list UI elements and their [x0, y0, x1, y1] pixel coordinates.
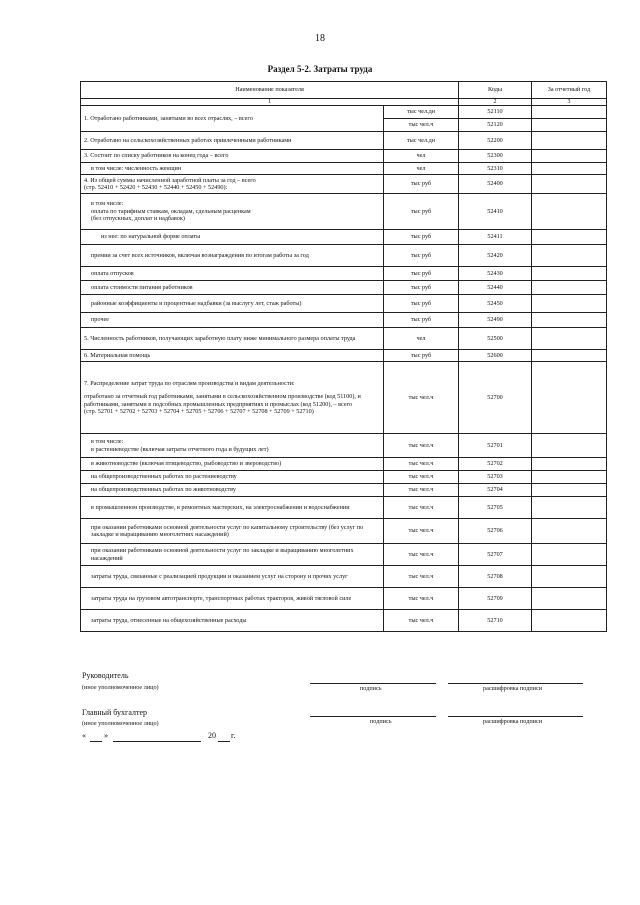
row-value-cell[interactable] — [532, 230, 607, 245]
row-value-cell[interactable] — [532, 434, 607, 458]
row-unit: тыс руб — [384, 245, 459, 267]
head-sign-label: подпись — [360, 685, 382, 692]
row-unit: тыс руб — [384, 230, 459, 245]
chief-decode-line[interactable] — [448, 716, 583, 717]
row-code: 52703 — [459, 471, 532, 484]
row-value-cell[interactable] — [532, 350, 607, 362]
chief-sign-label: подпись — [370, 718, 392, 725]
row-label: затраты труда на грузовом автотранспорте, транспортных работах тракторов, живой тягловой силе — [81, 588, 384, 610]
row-unit: тыс руб — [384, 313, 459, 328]
row-unit: тыс руб — [384, 281, 459, 295]
row-code: 52704 — [459, 484, 532, 497]
table-row — [81, 471, 607, 484]
row-label-line: 4. Из общей суммы начисленной заработной платы за год – всего — [84, 176, 256, 184]
row-value-cell[interactable] — [532, 328, 607, 350]
table-row — [81, 544, 607, 566]
row-value-cell[interactable] — [532, 119, 607, 132]
row-unit: тыс чел.дн — [384, 106, 459, 119]
row-unit: тыс чел.ч — [384, 471, 459, 484]
date-year-field[interactable] — [218, 741, 230, 742]
row-label-line: в том числе: — [91, 438, 124, 446]
row-value-cell[interactable] — [532, 313, 607, 328]
row-unit: тыс чел.ч — [384, 566, 459, 588]
head-decode-line[interactable] — [448, 683, 583, 684]
row-value-cell[interactable] — [532, 267, 607, 281]
row-unit: тыс чел.ч — [384, 434, 459, 458]
row-unit: чел — [384, 328, 459, 350]
row-unit: тыс чел.дн — [384, 132, 459, 150]
row-label-line: 7. Распределение затрат труда по отраслям производства и видам деятельности: — [84, 379, 295, 387]
col-number-2: 2 — [459, 99, 532, 106]
table-row — [81, 245, 607, 267]
chief-decode-label: расшифровка подписи — [483, 718, 543, 725]
row-label-line: (стр. 52410 + 52420 + 52430 + 52440 + 52450 + 52490): — [84, 184, 228, 191]
table-row — [81, 194, 607, 230]
row-label: оплата отпусков — [81, 267, 384, 281]
row-unit: тыс чел.ч — [384, 362, 459, 434]
row-label: при оказании работниками основной деятельности услуг по капитальному строительству (без услуг по закладке и выращиванию многолетних насаждений) — [81, 519, 384, 544]
row-value-cell[interactable] — [532, 610, 607, 632]
row-value-cell[interactable] — [532, 566, 607, 588]
row-unit: тыс чел.ч — [384, 588, 459, 610]
table-row — [81, 163, 607, 175]
table-row — [81, 106, 607, 119]
table-row — [81, 434, 607, 458]
row-code: 52500 — [459, 328, 532, 350]
row-code: 52120 — [459, 119, 532, 132]
row-unit: тыс руб — [384, 194, 459, 230]
row-code: 52411 — [459, 230, 532, 245]
row-label-line: оплата по тарифным ставкам, окладам, сдельным расценкам — [91, 207, 251, 215]
row-code: 52600 — [459, 350, 532, 362]
table-row — [81, 230, 607, 245]
row-label — [81, 175, 384, 194]
row-code: 52706 — [459, 519, 532, 544]
row-code: 52200 — [459, 132, 532, 150]
chief-accountant-title: Главный бухгалтер — [82, 708, 147, 717]
table-row — [81, 458, 607, 471]
date-year-suffix: г. — [231, 731, 236, 740]
row-label: прочее — [81, 313, 384, 328]
row-unit: тыс чел.ч — [384, 484, 459, 497]
row-value-cell[interactable] — [532, 497, 607, 519]
row-label-line: отработано за отчетный год работниками, занятыми в сельскохозяйственном производстве (код 51100), и работниками, занятыми в подсобных промышленных предприятиях и промыслах (код 51200), – всего — [84, 393, 361, 408]
row-label-line: (без отпускных, доплат и надбавок) — [91, 215, 185, 223]
table-row — [81, 313, 607, 328]
row-code: 52709 — [459, 588, 532, 610]
row-code: 52708 — [459, 566, 532, 588]
row-label: 6. Материальная помощь — [81, 350, 384, 362]
date-close-quote: » — [104, 731, 108, 740]
row-unit: тыс чел.ч — [384, 544, 459, 566]
table-row — [81, 328, 607, 350]
row-code: 52400 — [459, 175, 532, 194]
table-row — [81, 295, 607, 313]
row-label: при оказании работниками основной деятельности услуг по закладке и выращиванию многолетних насаждений — [81, 544, 384, 566]
row-code: 52410 — [459, 194, 532, 230]
row-unit: тыс руб — [384, 267, 459, 281]
row-code: 52700 — [459, 362, 532, 434]
labor-costs-table — [80, 81, 607, 632]
row-label — [81, 362, 384, 434]
row-label — [81, 194, 384, 230]
table-row — [81, 610, 607, 632]
date-month-field[interactable] — [113, 741, 201, 742]
head-subtitle: (иное уполномоченное лицо) — [82, 684, 159, 691]
row-code: 52702 — [459, 458, 532, 471]
row-code: 52450 — [459, 295, 532, 313]
row-label: из нее: по натуральной форме оплаты — [81, 230, 384, 245]
row-unit: тыс чел.ч — [384, 458, 459, 471]
table-row — [81, 588, 607, 610]
table-row — [81, 281, 607, 295]
row-value-cell[interactable] — [532, 150, 607, 163]
table-row — [81, 132, 607, 150]
table-row — [81, 267, 607, 281]
row-value-cell[interactable] — [532, 519, 607, 544]
row-label: на общепроизводственных работах по растениеводству — [81, 471, 384, 484]
table-row — [81, 484, 607, 497]
row-label: затраты труда, связанные с реализацией продукции и оказанием услуг на сторону и прочих услуг — [81, 566, 384, 588]
row-code: 52710 — [459, 610, 532, 632]
date-open-quote: « — [82, 731, 86, 740]
row-value-cell[interactable] — [532, 175, 607, 194]
row-unit: тыс чел.ч — [384, 497, 459, 519]
row-label: в том числе: численность женщин — [81, 163, 384, 175]
row-unit: тыс чел.ч — [384, 519, 459, 544]
row-unit: тыс руб — [384, 350, 459, 362]
row-code: 52440 — [459, 281, 532, 295]
row-value-cell[interactable] — [532, 588, 607, 610]
row-value-cell[interactable] — [532, 295, 607, 313]
row-label-line: в том числе: — [91, 200, 124, 208]
row-label — [81, 434, 384, 458]
header-codes: Коды — [459, 82, 532, 99]
row-value-cell[interactable] — [532, 106, 607, 119]
row-code: 52707 — [459, 544, 532, 566]
row-value-cell[interactable] — [532, 544, 607, 566]
row-label: 1. Отработано работниками, занятыми во всех отраслях, – всего — [81, 106, 384, 132]
row-unit: чел — [384, 150, 459, 163]
row-unit: тыс руб — [384, 175, 459, 194]
row-unit: тыс руб — [384, 295, 459, 313]
row-code: 52705 — [459, 497, 532, 519]
row-value-cell[interactable] — [532, 132, 607, 150]
row-label: затраты труда, отнесенные на общехозяйственные расходы — [81, 610, 384, 632]
row-code: 52110 — [459, 106, 532, 119]
row-value-cell[interactable] — [532, 245, 607, 267]
row-code: 52490 — [459, 313, 532, 328]
row-label: 5. Численность работников, получающих заработную плату ниже минимального размера оплаты труда — [81, 328, 384, 350]
row-label: в промышленном производстве, в ремонтных мастерских, на электроснабжении и водоснабжении — [81, 497, 384, 519]
date-year-prefix: 20 — [208, 731, 216, 740]
row-label: 3. Состоит по списку работников на конец года – всего — [81, 150, 384, 163]
row-value-cell[interactable] — [532, 163, 607, 175]
row-label: на общепроизводственных работах по животноводству — [81, 484, 384, 497]
table-row — [81, 175, 607, 194]
row-label: районные коэффициенты и процентные надбавки (за выслугу лет, стаж работы) — [81, 295, 384, 313]
section-title: Раздел 5-2. Затраты труда — [267, 64, 373, 74]
row-code: 52310 — [459, 163, 532, 175]
chief-signature-line[interactable] — [310, 716, 436, 717]
row-value-cell[interactable] — [532, 458, 607, 471]
row-code: 52430 — [459, 267, 532, 281]
table-row — [81, 350, 607, 362]
row-value-cell[interactable] — [532, 281, 607, 295]
head-signature-line[interactable] — [310, 683, 436, 684]
row-code: 52701 — [459, 434, 532, 458]
table-row — [81, 362, 607, 434]
row-value-cell[interactable] — [532, 484, 607, 497]
row-code: 52420 — [459, 245, 532, 267]
date-day-field[interactable] — [90, 741, 102, 742]
row-label: оплата стоимости питания работников — [81, 281, 384, 295]
row-label-line: (стр. 52701 + 52702 + 52703 + 52704 + 52705 + 52706 + 52707 + 52708 + 52709 + 52710) — [84, 407, 314, 415]
row-label-line: в растениеводстве (включая затраты отчетного года и будущих лет) — [91, 445, 269, 453]
row-value-cell[interactable] — [532, 362, 607, 434]
table-row — [81, 497, 607, 519]
row-label: 2. Отработано на сельскохозяйственных работах привлеченными работниками — [81, 132, 384, 150]
head-title: Руководитель — [82, 671, 129, 680]
head-decode-label: расшифровка подписи — [483, 685, 543, 692]
row-value-cell[interactable] — [532, 471, 607, 484]
col-number-1: 1 — [81, 99, 459, 106]
row-code: 52300 — [459, 150, 532, 163]
row-label: премии за счет всех источников, включая вознаграждения по итогам работы за год — [81, 245, 384, 267]
page-number: 18 — [315, 33, 325, 44]
col-number-3: 3 — [532, 99, 607, 106]
row-value-cell[interactable] — [532, 194, 607, 230]
table-row — [81, 519, 607, 544]
header-period: За отчетный год — [532, 82, 607, 99]
header-name: Наименование показателя — [81, 82, 459, 99]
row-label: в животноводстве (включая птицеводство, рыбоводство и звероводство) — [81, 458, 384, 471]
table-row — [81, 150, 607, 163]
row-unit: тыс чел.ч — [384, 119, 459, 132]
table-row — [81, 566, 607, 588]
row-unit: чел — [384, 163, 459, 175]
chief-accountant-subtitle: (иное уполномоченное лицо) — [82, 720, 159, 727]
row-unit: тыс чел.ч — [384, 610, 459, 632]
